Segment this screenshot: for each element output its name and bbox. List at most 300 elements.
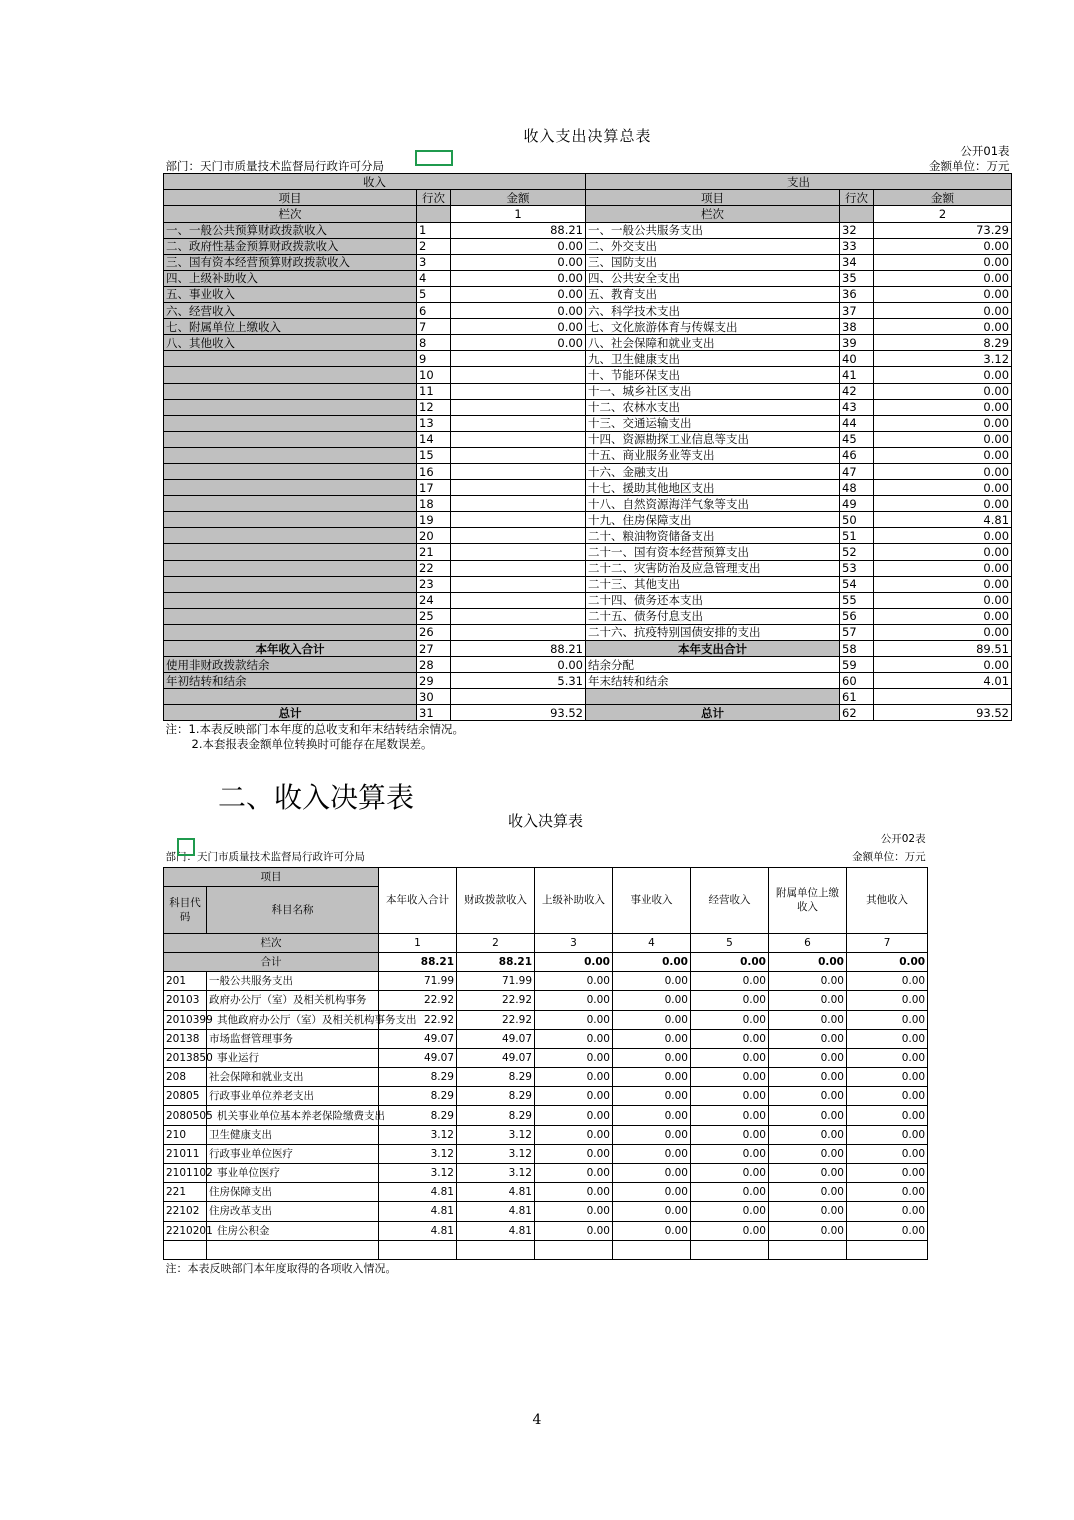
- table2-col-header: 附属单位上缴收入: [769, 867, 847, 933]
- section-heading: 二、收入决算表: [218, 781, 415, 814]
- expense-item: 二十、粮油物资储备支出: [586, 528, 840, 544]
- amount-cell: 3.12: [457, 1164, 535, 1183]
- expense-amount: 0.00: [874, 415, 1012, 431]
- income-line: 13: [417, 415, 451, 431]
- income-amount: [451, 351, 586, 367]
- income-sheet: [163, 812, 927, 1278]
- amount-cell: 71.99: [379, 972, 457, 991]
- income-line: 14: [417, 431, 451, 447]
- income-line: 3: [417, 254, 451, 270]
- subject-code: 2101102: [164, 1164, 207, 1183]
- expense-amount: 0.00: [874, 303, 1012, 319]
- income-item: 使用非财政拨款结余: [164, 657, 417, 673]
- expense-line: 50: [840, 512, 874, 528]
- expense-item: 二十二、灾害防治及应急管理支出: [586, 560, 840, 576]
- income-item: [164, 689, 417, 705]
- income-amount: 93.52: [451, 705, 586, 721]
- subject-code: 208: [164, 1068, 207, 1087]
- amount-cell: 4.81: [457, 1202, 535, 1221]
- income-amount: [451, 576, 586, 592]
- income-line: 2: [417, 238, 451, 254]
- table-row: [164, 1183, 928, 1202]
- income-line: 8: [417, 335, 451, 351]
- expense-amount: 8.29: [874, 335, 1012, 351]
- expense-item: 二、外交支出: [586, 238, 840, 254]
- income-item: [164, 544, 417, 560]
- expense-item: 三、国防支出: [586, 254, 840, 270]
- income-line: 15: [417, 447, 451, 463]
- subject-name: 政府办公厅（室）及相关机构事务: [207, 991, 379, 1010]
- expense-line: 44: [840, 415, 874, 431]
- amount-cell: 0.00: [847, 1068, 928, 1087]
- amount-cell: 0.00: [847, 1125, 928, 1144]
- table2-col-header: 本年收入合计: [379, 867, 457, 933]
- amount-cell: 49.07: [379, 1048, 457, 1067]
- table-row: [164, 463, 1012, 479]
- table-row: [164, 367, 1012, 383]
- expense-line: 54: [840, 576, 874, 592]
- income-col-no: 1: [451, 206, 586, 222]
- expense-amount: 0.00: [874, 399, 1012, 415]
- amount-cell: 4.81: [457, 1221, 535, 1240]
- income-line: 28: [417, 657, 451, 673]
- amount-cell: 0.00: [769, 1106, 847, 1125]
- amount-cell: 0.00: [535, 972, 613, 991]
- amount-cell: 0.00: [691, 1221, 769, 1240]
- income-item: [164, 608, 417, 624]
- amount-cell: 0.00: [769, 1087, 847, 1106]
- income-line: 30: [417, 689, 451, 705]
- income-item: 年初结转和结余: [164, 673, 417, 689]
- subject-code: 20805: [164, 1087, 207, 1106]
- expense-line: 43: [840, 399, 874, 415]
- table-row: [164, 399, 1012, 415]
- income-table: [163, 812, 928, 1278]
- table-row: [164, 705, 1012, 721]
- table-row: [164, 1029, 928, 1048]
- income-item: [164, 447, 417, 463]
- amount-cell: 0.00: [847, 1029, 928, 1048]
- subject-code: 21011: [164, 1144, 207, 1163]
- expense-item: 十七、援助其他地区支出: [586, 480, 840, 496]
- table-row: [164, 657, 1012, 673]
- income-item: [164, 496, 417, 512]
- expense-amount: 0.00: [874, 592, 1012, 608]
- table2-col-no: 5: [691, 933, 769, 952]
- income-amount: [451, 431, 586, 447]
- amount-cell: 8.29: [457, 1106, 535, 1125]
- amount-cell: 0.00: [613, 1087, 691, 1106]
- amount-cell: 22.92: [379, 991, 457, 1010]
- table-row: [164, 415, 1012, 431]
- expense-col-no: 2: [874, 206, 1012, 222]
- income-line: 17: [417, 480, 451, 496]
- expense-line: 61: [840, 689, 874, 705]
- table2-title: 收入决算表: [508, 812, 584, 831]
- table2-col-no: 7: [847, 933, 928, 952]
- expense-line: 62: [840, 705, 874, 721]
- subject-code: 2013850: [164, 1048, 207, 1067]
- income-line: 18: [417, 496, 451, 512]
- amount-cell: 0.00: [769, 1183, 847, 1202]
- expense-amount: 0.00: [874, 319, 1012, 335]
- table2-col-code: 科目代码: [164, 886, 207, 933]
- table-row: [164, 1106, 928, 1125]
- page-number: 4: [532, 1412, 542, 1428]
- expense-line: 45: [840, 431, 874, 447]
- amount-cell: 0.00: [769, 1221, 847, 1240]
- table-row: [164, 447, 1012, 463]
- amount-cell: 0.00: [847, 1048, 928, 1067]
- income-amount: 0.00: [451, 254, 586, 270]
- table-row: [164, 641, 1012, 657]
- table-row: [164, 544, 1012, 560]
- expense-lanci: 栏次: [586, 206, 840, 222]
- table2-total-value: 88.21: [457, 952, 535, 971]
- amount-cell: 0.00: [691, 1183, 769, 1202]
- income-line: 24: [417, 592, 451, 608]
- table-row: [164, 689, 1012, 705]
- expense-line: 49: [840, 496, 874, 512]
- expense-line: 52: [840, 544, 874, 560]
- expense-line: 57: [840, 624, 874, 640]
- expense-item: 十五、商业服务业等支出: [586, 447, 840, 463]
- income-line: 4: [417, 270, 451, 286]
- table-row: [164, 972, 928, 991]
- income-line: 12: [417, 399, 451, 415]
- amount-cell: 3.12: [457, 1125, 535, 1144]
- table2-col-no: 3: [535, 933, 613, 952]
- income-amount: [451, 608, 586, 624]
- table-row: [164, 528, 1012, 544]
- amount-cell: 0.00: [769, 1144, 847, 1163]
- expense-amount: 0.00: [874, 576, 1012, 592]
- table2-total-value: 0.00: [613, 952, 691, 971]
- income-item: [164, 431, 417, 447]
- amount-cell: 0.00: [769, 1125, 847, 1144]
- amount-cell: 0.00: [847, 1221, 928, 1240]
- amount-cell: 0.00: [613, 1183, 691, 1202]
- income-line: 16: [417, 463, 451, 479]
- subject-name: 一般公共服务支出: [207, 972, 379, 991]
- amount-cell: 0.00: [769, 1048, 847, 1067]
- expense-item: 一、一般公共服务支出: [586, 222, 840, 238]
- table-row: [164, 624, 1012, 640]
- expense-col-line: 行次: [840, 190, 874, 206]
- amount-cell: 0.00: [691, 972, 769, 991]
- amount-cell: 0.00: [613, 1106, 691, 1125]
- amount-cell: 0.00: [535, 1068, 613, 1087]
- table1-title: 收入支出决算总表: [523, 126, 652, 145]
- expense-item: 二十五、债务付息支出: [586, 608, 840, 624]
- expense-item: 二十一、国有资本经营预算支出: [586, 544, 840, 560]
- cell-selection-marker-2[interactable]: [177, 838, 195, 856]
- amount-cell: 0.00: [535, 1183, 613, 1202]
- expense-line: 42: [840, 383, 874, 399]
- amount-cell: 0.00: [691, 1087, 769, 1106]
- table-row: [164, 431, 1012, 447]
- expense-item: 十一、城乡社区支出: [586, 383, 840, 399]
- income-item: 本年收入合计: [164, 641, 417, 657]
- expense-line: 55: [840, 592, 874, 608]
- subject-name: 其他政府办公厅（室）及相关机构事务支出: [207, 1010, 379, 1029]
- income-item: 四、上级补助收入: [164, 270, 417, 286]
- expense-amount: 3.12: [874, 351, 1012, 367]
- expense-item: 七、文化旅游体育与传媒支出: [586, 319, 840, 335]
- amount-cell: 0.00: [769, 1164, 847, 1183]
- amount-cell: 49.07: [379, 1029, 457, 1048]
- expense-line: 47: [840, 463, 874, 479]
- table2-col-header: 上级补助收入: [535, 867, 613, 933]
- subject-code: 210: [164, 1125, 207, 1144]
- amount-cell: 0.00: [613, 972, 691, 991]
- expense-header: 支出: [586, 174, 1012, 190]
- expense-item: 八、社会保障和就业支出: [586, 335, 840, 351]
- expense-line: 51: [840, 528, 874, 544]
- table2-department: 部门：天门市质量技术监督局行政许可分局: [165, 851, 365, 864]
- income-line: 20: [417, 528, 451, 544]
- expense-item: 总计: [586, 705, 840, 721]
- table-row: [164, 512, 1012, 528]
- expense-item: 十九、住房保障支出: [586, 512, 840, 528]
- table2-total-value: 0.00: [769, 952, 847, 971]
- amount-cell: 0.00: [769, 1029, 847, 1048]
- subject-name: 事业运行: [207, 1048, 379, 1067]
- amount-cell: 0.00: [847, 991, 928, 1010]
- table-row: [164, 991, 928, 1010]
- income-item: [164, 592, 417, 608]
- amount-cell: 3.12: [379, 1164, 457, 1183]
- amount-cell: 3.12: [457, 1144, 535, 1163]
- income-item: [164, 576, 417, 592]
- table-row: [164, 1125, 928, 1144]
- amount-cell: 0.00: [613, 1221, 691, 1240]
- amount-cell: 3.12: [379, 1144, 457, 1163]
- expense-item: 十三、交通运输支出: [586, 415, 840, 431]
- income-amount: [451, 463, 586, 479]
- income-item: [164, 463, 417, 479]
- amount-cell: 0.00: [691, 1048, 769, 1067]
- income-amount: 5.31: [451, 673, 586, 689]
- table-row: [164, 238, 1012, 254]
- income-line: 29: [417, 673, 451, 689]
- table2-col-name: 科目名称: [207, 886, 379, 933]
- amount-cell: 0.00: [535, 1144, 613, 1163]
- income-line: 11: [417, 383, 451, 399]
- subject-name: 市场监督管理事务: [207, 1029, 379, 1048]
- subject-code: 221: [164, 1183, 207, 1202]
- income-item: [164, 512, 417, 528]
- income-amount: 0.00: [451, 657, 586, 673]
- amount-cell: 0.00: [535, 1010, 613, 1029]
- expense-line: 41: [840, 367, 874, 383]
- table2-col-no: 6: [769, 933, 847, 952]
- expense-amount: 0.00: [874, 270, 1012, 286]
- expense-line: 35: [840, 270, 874, 286]
- subject-name: 社会保障和就业支出: [207, 1068, 379, 1087]
- table-row: [164, 673, 1012, 689]
- table2-col-no: 1: [379, 933, 457, 952]
- income-amount: [451, 383, 586, 399]
- amount-cell: 0.00: [691, 1202, 769, 1221]
- amount-cell: 0.00: [691, 1125, 769, 1144]
- table2-total-row: [164, 952, 928, 971]
- income-item: 三、国有资本经营预算财政拨款收入: [164, 254, 417, 270]
- amount-cell: 49.07: [457, 1048, 535, 1067]
- income-line: 21: [417, 544, 451, 560]
- amount-cell: 0.00: [613, 1068, 691, 1087]
- expense-line: 46: [840, 447, 874, 463]
- income-line: 1: [417, 222, 451, 238]
- income-line: 7: [417, 319, 451, 335]
- subject-name: 住房改革支出: [207, 1202, 379, 1221]
- expense-line: 59: [840, 657, 874, 673]
- amount-cell: 8.29: [457, 1087, 535, 1106]
- amount-cell: 0.00: [769, 972, 847, 991]
- amount-cell: 71.99: [457, 972, 535, 991]
- expense-item: 五、教育支出: [586, 286, 840, 302]
- income-line: 19: [417, 512, 451, 528]
- expense-amount: 0.00: [874, 624, 1012, 640]
- subject-name: 事业单位医疗: [207, 1164, 379, 1183]
- expense-amount: 0.00: [874, 463, 1012, 479]
- table2-col-no: 4: [613, 933, 691, 952]
- table1-department: 部门：天门市质量技术监督局行政许可分局: [165, 158, 384, 173]
- table2-col-header: 其他收入: [847, 867, 928, 933]
- income-item: 一、一般公共预算财政拨款收入: [164, 222, 417, 238]
- subject-name: 住房保障支出: [207, 1183, 379, 1202]
- amount-cell: 0.00: [613, 1202, 691, 1221]
- table-row: [164, 1164, 928, 1183]
- income-line: 10: [417, 367, 451, 383]
- amount-cell: 0.00: [535, 1221, 613, 1240]
- expense-item: 二十六、抗疫特别国债安排的支出: [586, 624, 840, 640]
- expense-amount: 0.00: [874, 367, 1012, 383]
- amount-cell: 0.00: [535, 1029, 613, 1048]
- amount-cell: 0.00: [613, 1048, 691, 1067]
- subject-name: 行政事业单位医疗: [207, 1144, 379, 1163]
- amount-cell: 0.00: [847, 1010, 928, 1029]
- expense-amount: 0.00: [874, 431, 1012, 447]
- income-item: [164, 415, 417, 431]
- expense-amount: 0.00: [874, 447, 1012, 463]
- expense-amount: 0.00: [874, 480, 1012, 496]
- amount-cell: 0.00: [613, 1125, 691, 1144]
- table-row: [164, 335, 1012, 351]
- table-row: [164, 383, 1012, 399]
- table-row: [164, 608, 1012, 624]
- expense-line: 48: [840, 480, 874, 496]
- cell-selection-marker[interactable]: [415, 150, 453, 166]
- expense-line: 40: [840, 351, 874, 367]
- expense-line: 37: [840, 303, 874, 319]
- expense-amount: 0.00: [874, 238, 1012, 254]
- amount-cell: 0.00: [613, 1029, 691, 1048]
- expense-item: 年末结转和结余: [586, 673, 840, 689]
- table-row: [164, 576, 1012, 592]
- amount-cell: 49.07: [457, 1029, 535, 1048]
- amount-cell: 0.00: [847, 1106, 928, 1125]
- amount-cell: 0.00: [613, 991, 691, 1010]
- subject-code: 20138: [164, 1029, 207, 1048]
- amount-cell: 0.00: [691, 1068, 769, 1087]
- income-line: 23: [417, 576, 451, 592]
- table2-note: 注：本表反映部门本年度取得的各项收入情况。: [164, 1259, 928, 1278]
- income-amount: 0.00: [451, 270, 586, 286]
- table2-total-value: 88.21: [379, 952, 457, 971]
- income-amount: [451, 399, 586, 415]
- expense-item: 十八、自然资源海洋气象等支出: [586, 496, 840, 512]
- expense-amount: 0.00: [874, 496, 1012, 512]
- subject-name: 行政事业单位养老支出: [207, 1087, 379, 1106]
- amount-cell: 0.00: [691, 1010, 769, 1029]
- amount-cell: 0.00: [535, 1164, 613, 1183]
- table-row: [164, 560, 1012, 576]
- amount-cell: 0.00: [769, 1068, 847, 1087]
- expense-line: 38: [840, 319, 874, 335]
- amount-cell: 0.00: [535, 991, 613, 1010]
- table-row: [164, 1087, 928, 1106]
- subject-code: 2210201: [164, 1221, 207, 1240]
- table-row: [164, 270, 1012, 286]
- income-amount: [451, 689, 586, 705]
- expense-item: 十、节能环保支出: [586, 367, 840, 383]
- table2-total-label: 合计: [164, 952, 379, 971]
- income-expense-summary-sheet: [163, 128, 1011, 752]
- income-lanci: 栏次: [164, 206, 417, 222]
- income-amount: 88.21: [451, 641, 586, 657]
- income-amount: [451, 592, 586, 608]
- income-amount: [451, 447, 586, 463]
- amount-cell: 22.92: [457, 991, 535, 1010]
- income-amount: [451, 415, 586, 431]
- expense-item: 结余分配: [586, 657, 840, 673]
- expense-amount: 93.52: [874, 705, 1012, 721]
- expense-line: 39: [840, 335, 874, 351]
- income-amount: [451, 496, 586, 512]
- table1-unit: 金额单位：万元: [929, 158, 1010, 173]
- table2-col-item: 项目: [164, 867, 379, 886]
- expense-amount: 0.00: [874, 608, 1012, 624]
- income-line: 31: [417, 705, 451, 721]
- amount-cell: 0.00: [769, 1010, 847, 1029]
- income-line: 22: [417, 560, 451, 576]
- income-amount: 0.00: [451, 319, 586, 335]
- income-line: 5: [417, 286, 451, 302]
- table2-col-header: 财政拨款收入: [457, 867, 535, 933]
- table1-note2: 2.本套报表金额单位转换时可能存在尾数误差。: [191, 737, 433, 752]
- table-row: [164, 351, 1012, 367]
- income-item: 六、经营收入: [164, 303, 417, 319]
- subject-code: 201: [164, 972, 207, 991]
- expense-amount: 4.81: [874, 512, 1012, 528]
- table-row: [164, 254, 1012, 270]
- expense-item: 十四、资源勘探工业信息等支出: [586, 431, 840, 447]
- expense-amount: 4.01: [874, 673, 1012, 689]
- amount-cell: 0.00: [613, 1164, 691, 1183]
- income-col-line: 行次: [417, 190, 451, 206]
- amount-cell: 0.00: [613, 1144, 691, 1163]
- income-col-amount: 金额: [451, 190, 586, 206]
- amount-cell: 0.00: [847, 1164, 928, 1183]
- expense-item: 六、科学技术支出: [586, 303, 840, 319]
- table-row: [164, 286, 1012, 302]
- expense-item: 二十三、其他支出: [586, 576, 840, 592]
- table2-total-value: 0.00: [847, 952, 928, 971]
- amount-cell: 8.29: [457, 1068, 535, 1087]
- amount-cell: 8.29: [379, 1068, 457, 1087]
- expense-item: 十六、金融支出: [586, 463, 840, 479]
